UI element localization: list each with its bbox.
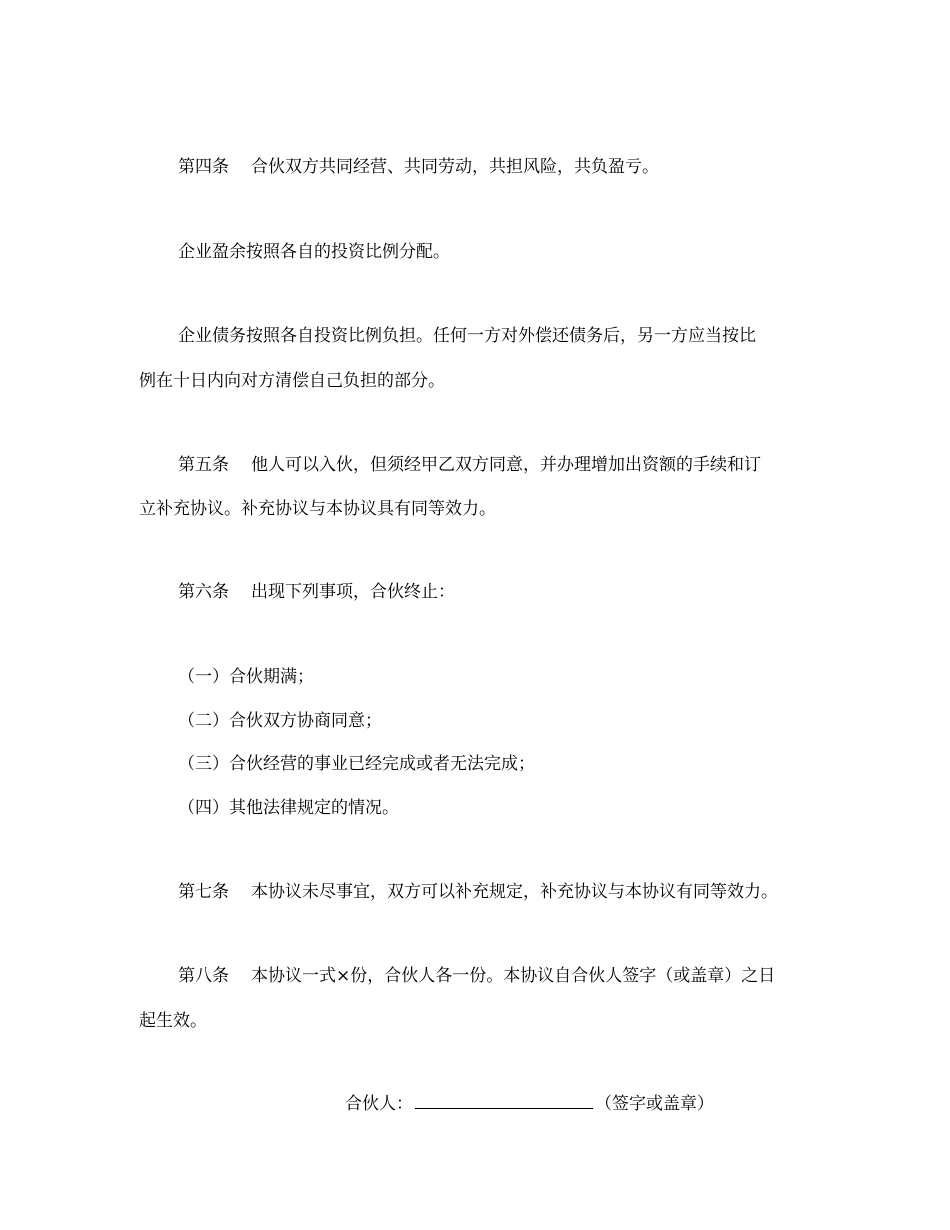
profit-distribution-paragraph: 企业盈余按照各自的投资比例分配。 <box>178 242 450 262</box>
debt-paragraph-line-1: 企业债务按照各自投资比例负担。任何一方对外偿还债务后，另一方应当按比 <box>178 326 756 346</box>
article-4-label: 第四条 <box>178 157 229 177</box>
article-6-label: 第六条 <box>178 582 229 602</box>
article-7-label: 第七条 <box>178 882 229 902</box>
termination-item-2: （二）合伙双方协商同意； <box>178 711 382 731</box>
debt-paragraph-line-2: 例在十日内向对方清偿自己负担的部分。 <box>139 371 445 391</box>
article-7-paragraph <box>178 880 878 904</box>
article-4-paragraph <box>178 155 878 179</box>
article-8-paragraph-line-2: 起生效。 <box>139 1011 207 1031</box>
article-5-text: 他人可以入伙，但须经甲乙双方同意，并办理增加出资额的手续和订 <box>251 455 761 475</box>
signature-block <box>345 1091 714 1116</box>
termination-item-4: （四）其他法律规定的情况。 <box>178 798 399 818</box>
signature-note: （签字或盖章） <box>595 1094 714 1114</box>
article-5-paragraph-line-2: 立补充协议。补充协议与本协议具有同等效力。 <box>139 499 496 519</box>
article-4-text: 合伙双方共同经营、共同劳动，共担风险，共负盈亏。 <box>251 157 659 177</box>
article-8-text: 本协议一式×份，合伙人各一份。本协议自合伙人签字（或盖章）之日 <box>251 966 776 986</box>
article-6-text: 出现下列事项，合伙终止： <box>251 582 455 602</box>
article-5-paragraph-line-1 <box>178 453 878 477</box>
article-7-text: 本协议未尽事宜，双方可以补充规定，补充协议与本协议有同等效力。 <box>251 882 778 902</box>
termination-item-1: （一）合伙期满； <box>178 667 314 687</box>
article-5-label: 第五条 <box>178 455 229 475</box>
signature-blank-line <box>415 1091 593 1109</box>
signature-label: 合伙人： <box>345 1094 413 1114</box>
termination-item-3: （三）合伙经营的事业已经完成或者无法完成； <box>178 754 535 774</box>
article-8-label: 第八条 <box>178 966 229 986</box>
article-6-paragraph <box>178 580 878 604</box>
article-8-paragraph-line-1 <box>178 964 878 988</box>
